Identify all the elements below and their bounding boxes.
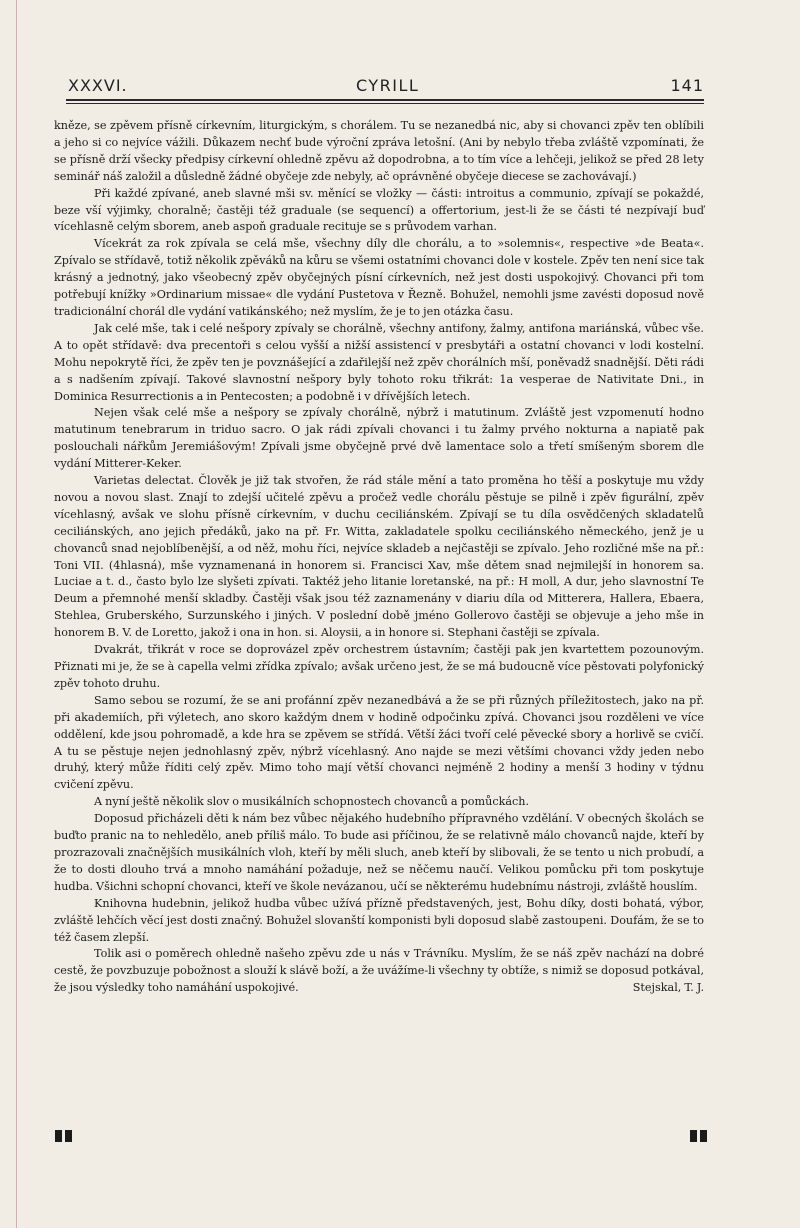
paragraph-3: Vícekrát za rok zpívala se celá mše, všechny díly dle chorálu, a to »solemnis«, respective »de Beata«. Zpívalo se střídavě, totiž několik zpěváků na kůru se všemi ostatními chovanci dole v kostele. Zpěv ten není sice tak krásný a jednotný, jako všeobecný zpěv obyčejných písní církevních, než jest dosti uspokojivý. Chovanci při tom potřebují knížky »Ordinarium missae« dle vydání Pustetova v Řezně. Bohužel, nemohli jsme zavésti doposud nově tradicionální chorál dle vydání vatikánského; než myslím, že je to jen otázka času. bbox=[54, 237, 704, 318]
paragraph-11: Knihovna hudebnin, jelikož hudba vůbec užívá přízně představených, jest, Bohu díky, dosti bohatá, výbor, zvláště lehčích věcí jest dosti značný. Bohužel slovanští komponisti byli doposud slabě zastoupeni. Doufám, že se to též časem zlepší. bbox=[54, 896, 704, 944]
paragraph-12-text: Tolik asi o poměrech ohledně našeho zpěvu zde u nás v Trávníku. Myslím, že se náš zpěv nachází na dobré cestě, že povzbuzuje pobožnost a slouží k slávě boží, a že uvážíme-li všechny ty obtíže, s nimiž se doposud potkával, že jsou výsledky toho namáhání uspokojivé. bbox=[54, 947, 704, 995]
paragraph-10: Doposud přicházeli děti k nám bez vůbec nějakého hudebního přípravného vzdělání. V obecných školách se buďto pranic na to nehledělo, aneb příliš málo. To bude asi příčinou, že se relativně málo chovanců najde, kteří by prozrazovali značnějších musikálních vloh, kteří by měli sluch, aneb kteří by slibovali, že se tento u nich probudí, a že to dosti dlouho trvá a mnoho namáhání požaduje, než se něčemu naučí. Velikou pomůcku při tom poskytuje hudba. Všichni schopní chovanci, kteří ve škole nevázanou, učí se některému hudebnímu nástroji, zvláště houslím. bbox=[54, 812, 704, 893]
paragraph-6: Varietas delectat. Člověk je již tak stvořen, že rád stále mění a tato proměna ho těší a poskytuje mu vždy novou a novou slast. Znají to zdejší učitelé zpěvu a pročež vedle chorálu pěstuje se pilně i zpěv figurální, zpěv vícehlasný, avšak ve slohu přísně církevním, v duchu ceciliánském. Zpívají se tu díla osvědčených skladatelů ceciliánských, ano jejich předáků, jako na př. Fr. Witta, zakladatele spolku ceciliánského německého, jenž je u chovanců snad nejoblíbenější, a od něž, mohu říci, nejvíce skladeb a nejčastěji se zpívalo. Jeho rozličné mše na př.: Toni VII. (4hlasná), mše vyznamenaná in honorem si. Francisci Xav, mše dětem snad nejmilejší in honorem sa. Luciae a t. d., často bylo lze slyšeti zpívati. Taktéž jeho litanie loretanské, na př.: H moll, A dur, jeho slavnostní Te Deum a přemnohé menší skladby. Častěji však jsou též zaznamenány v diariu díla od Mitterera, Hallera, Ebaera, Stehlea, Gruberského, Surzunského i jiných. V poslední době jméno Gollerovo častěji se objevuje a jeho mše in honorem B. V. de Loretto, jakož i ona in hon. si. Aloysii, a in honore si. Stephani častěji se zpívala. bbox=[54, 474, 704, 640]
paragraph-1: kněze, se zpěvem přísně církevním, liturgickým, s chorálem. Tu se nezanedbá nic, aby si chovanci zpěv ten oblíbili a jeho si co nejvíce vážili. Důkazem nechť bude výroční zpráva letošní. (Ani by nebylo třeba zvláště vzpomínati, že se přísně drží všecky předpisy církevní ohledně zpěvu až dopodrobna, a to tím více a lehčeji, jelikož se před 28 lety seminář náš založil a důsledně žádné obyčeje zde nebyly, ač oprávněné obyčeje diecese se zachovávají.) bbox=[54, 119, 704, 183]
author-signature: Stejskal, T. J. bbox=[632, 981, 704, 995]
paragraph-4: Jak celé mše, tak i celé nešpory zpívaly se chorálně, všechny antifony, žalmy, antifona mariánská, vůbec vše. A to opět střídavě: dva precentoři s celou vyšší a nižší assistencí v presbytáři a ostatní chovanci v lodi kostelní. Mohu nepokrytě říci, že zpěv ten je povznášející a zdařilejší než zpěv chorálních mší, poněvadž snadnější. Děti rádi a s nadšením zpívají. Takové slavnostní nešpory byly tohoto roku třikrát: 1a vesperae de Nativitate Dni., in Dominica Resurrectionis a in Pentecosten; a podobně i v dřívějších letech. bbox=[54, 321, 704, 403]
paragraph-2: Při každé zpívané, aneb slavné mši sv. měnící se vložky — části: introitus a communio, zpívají se pokaždé, beze vší výjimky, choralně; častěji též graduale (se sequencí) a offertorium, jest-li že se části té nezpívají buď vícehlasně celým sborem, aneb aspoň graduale recituje se s průvodem varhan. bbox=[54, 186, 704, 234]
paragraph-9: A nyní ještě několik slov o musikálních schopnostech chovanců a pomůckách. bbox=[94, 795, 530, 809]
article-body bbox=[54, 118, 704, 997]
page-edge-line bbox=[16, 0, 17, 1228]
paragraph-5: Nejen však celé mše a nešpory se zpívaly chorálně, nýbrž i matutinum. Zvláště jest vzpomenutí hodno matutinum tenebrarum in triduo sacro. O jak rádi zpívali chovanci i tu žalmy prvého nokturna a napiatě pak poslouchali nářkům Jeremiášovým! Zpívali jsme obyčejně prvé dvě lamentace solo a třetí smíšeným sborem dle vydání Mitterer-Keker. bbox=[54, 406, 704, 471]
paragraph-7: Dvakrát, třikrát v roce se doprovázel zpěv orchestrem ústavním; častěji pak jen kvartettem pozounovým. Přiznati mi je, že se à capella velmi zřídka zpívalo; avšak určeno jest, že se má budoucně více pěstovati polyfonický zpěv tohoto druhu. bbox=[54, 643, 704, 690]
running-header bbox=[66, 74, 704, 98]
end-ornament-left bbox=[55, 1130, 72, 1142]
header-rule bbox=[66, 99, 704, 101]
header-rule-thin bbox=[66, 103, 704, 104]
journal-title: CYRILL bbox=[356, 76, 420, 95]
paragraph-12 bbox=[54, 946, 704, 997]
end-ornament-right bbox=[690, 1130, 707, 1142]
page-number: 141 bbox=[670, 76, 704, 95]
paragraph-8: Samo sebou se rozumí, že se ani profánní zpěv nezanedbává a že se při různých příležitostech, jako na př. při akademiích, při výletech, ano skoro každým dnem v hodině odpočinku zpívá. Chovanci jsou rozděleni ve více oddělení, kde jsou pohromadě, a kde hra se zpěvem se střídá. Větší žáci tvoří celé pěvecké sbory a horlivě se cvičí. A tu se pěstuje nejen jednohlasný zpěv, nýbrž vícehlasný. Ano najde se mezi většími chovanci vždy jeden nebo druhý, který může říditi celý zpěv. Mimo toho mají větší chovanci nejméně 2 hodiny a menší 3 hodiny v týdnu cvičení zpěvu. bbox=[54, 693, 704, 792]
volume-number: XXXVI. bbox=[68, 76, 128, 95]
